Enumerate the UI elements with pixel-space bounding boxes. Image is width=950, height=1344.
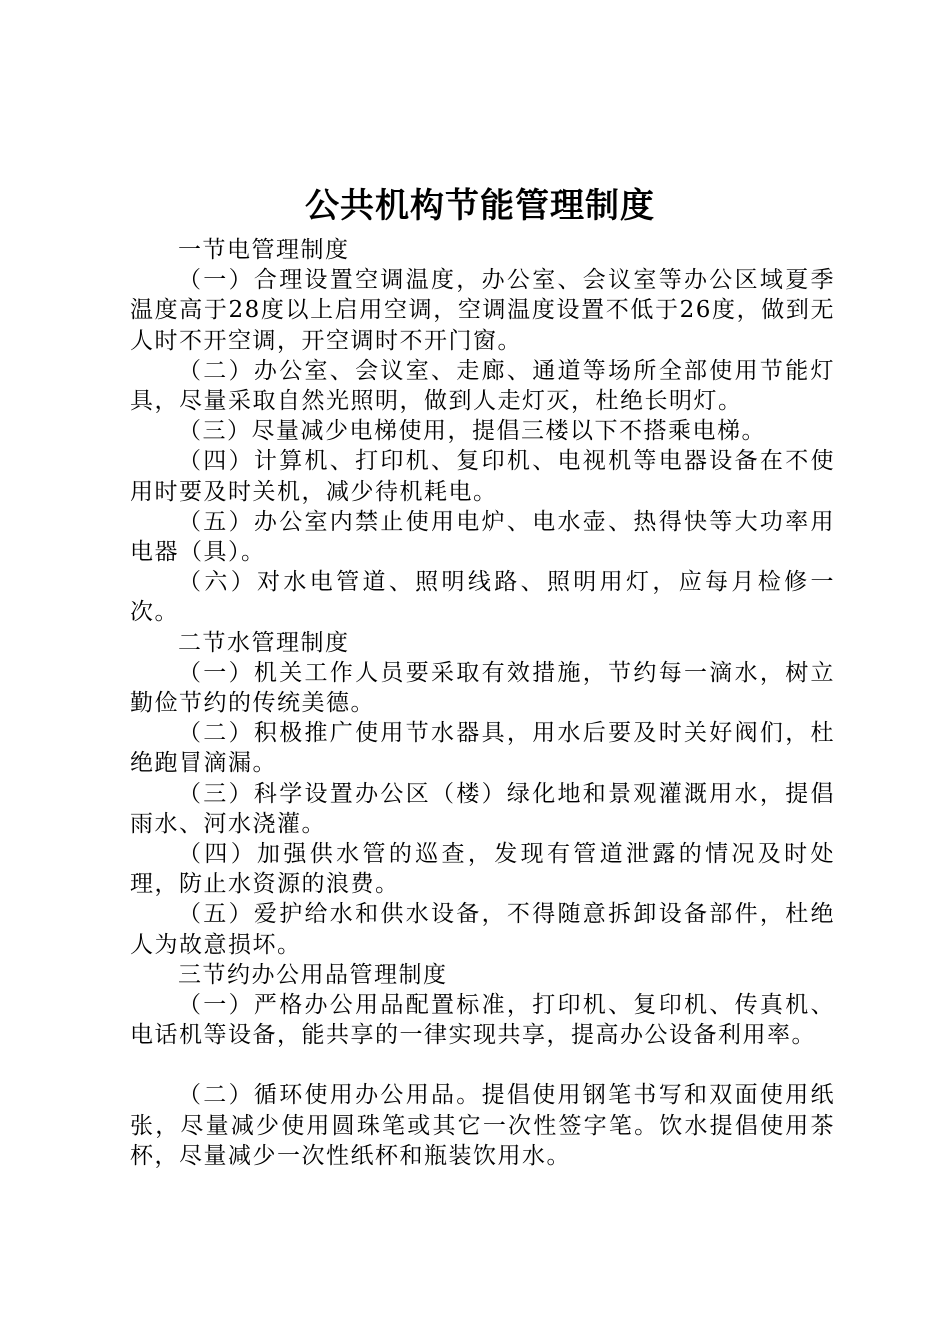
paragraph: （三）科学设置办公区（楼）绿化地和景观灌溉用水，提倡雨水、河水浇灌。 — [130, 780, 835, 837]
paragraph: （五）爱护给水和供水设备，不得随意拆卸设备部件，杜绝人为故意损坏。 — [130, 901, 835, 958]
page-title: 公共机构节能管理制度 — [305, 186, 655, 226]
section-heading: 一节电管理制度 — [178, 237, 350, 263]
paragraph: （二）积极推广使用节水器具，用水后要及时关好阀们，杜绝跑冒滴漏。 — [130, 720, 835, 777]
paragraph: （三）尽量减少电梯使用，提倡三楼以下不搭乘电梯。 — [178, 418, 766, 445]
paragraph: （四）计算机、打印机、复印机、电视机等电器设备在不使用时要及时关机，减少待机耗电。 — [130, 448, 835, 505]
paragraph: （二）办公室、会议室、走廊、通道等场所全部使用节能灯具，尽量采取自然光照明，做到人走灯灭，杜绝长明灯。 — [130, 357, 835, 415]
section-heading: 三节约办公用品管理制度 — [178, 961, 448, 988]
section-heading: 二节水管理制度 — [178, 629, 350, 656]
paragraph: （二）循环使用办公用品。提倡使用钢笔书写和双面使用纸张，尽量减少使用圆珠笔或其它一次性签字笔。饮水提倡使用茶杯，尽量减少一次性纸杯和瓶装饮用水。 — [130, 1082, 835, 1169]
paragraph: （一）严格办公用品配置标准，打印机、复印机、传真机、电话机等设备，能共享的一律实现共享，提高办公设备利用率。 — [130, 992, 835, 1049]
paragraph: （四）加强供水管的巡查，发现有管道泄露的情况及时处理，防止水资源的浪费。 — [130, 841, 835, 898]
paragraph: （一）合理设置空调温度，办公室、会议室等办公区域夏季温度高于28度以上启用空调，空调温度设置不低于26度，做到无人时不开空调，开空调时不开门窗。 — [130, 267, 835, 354]
paragraph: （五）办公室内禁止使用电炉、电水壶、热得快等大功率用电器（具）。 — [130, 508, 835, 566]
paragraph: （一）机关工作人员要采取有效措施，节约每一滴水，树立勤俭节约的传统美德。 — [130, 659, 835, 717]
document-body — [130, 235, 835, 1171]
paragraph: （六）对水电管道、照明线路、照明用灯，应每月检修一次。 — [130, 569, 835, 626]
paragraph-spacer — [130, 1050, 835, 1080]
